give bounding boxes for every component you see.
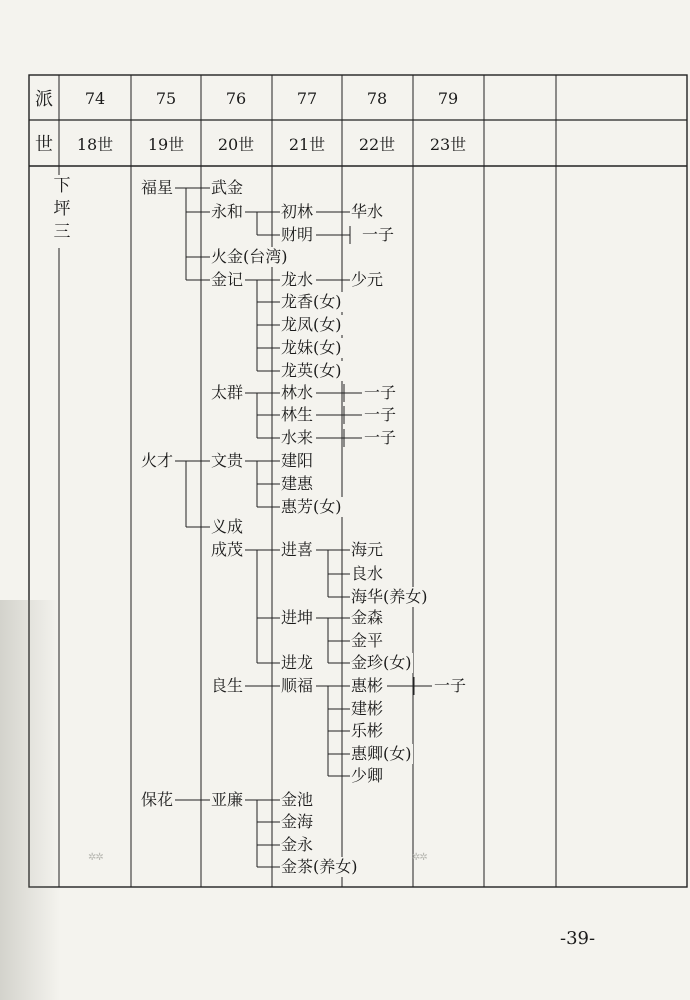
person-jinsen: 金森: [351, 608, 384, 627]
person-jinyong: 金永: [281, 835, 314, 854]
person-huibin: 惠彬: [351, 676, 384, 695]
person-yalian: 亚廉: [211, 790, 244, 809]
header-pai-label: 派: [35, 89, 53, 110]
page-number: -39-: [560, 928, 596, 949]
person-jinhai: 金海: [281, 812, 314, 831]
person-haihua: 海华(养女): [351, 587, 428, 606]
note-yizi-shuilai: 一子: [364, 428, 397, 447]
person-baohua: 保花: [141, 790, 174, 809]
branch-char-2: 坪: [53, 199, 71, 219]
person-longmei: 龙妹(女): [281, 338, 342, 357]
note-yizi-linsheng: 一子: [364, 405, 397, 424]
person-yicheng: 义成: [211, 517, 244, 536]
person-jianyang: 建阳: [281, 451, 314, 470]
person-huiqing: 惠卿(女): [351, 744, 412, 763]
person-caiming: 财明: [281, 225, 314, 244]
note-yizi-huibin: 一子: [434, 676, 467, 695]
person-fuxing: 福星: [141, 178, 174, 197]
header-pai-78: 78: [366, 88, 388, 108]
scan-speck-1: ✲✲: [88, 852, 103, 863]
header-shi-empty-2: [586, 130, 656, 156]
person-jinzhen: 金珍(女): [351, 653, 412, 672]
person-jianhui: 建惠: [281, 474, 314, 493]
person-huashui: 华水: [351, 202, 384, 221]
header-pai-74: 74: [84, 88, 106, 108]
person-longying: 龙英(女): [281, 361, 342, 380]
person-jinchi: 金池: [281, 790, 314, 809]
header-shi-19: 19世: [147, 134, 185, 154]
person-chengmao: 成茂: [211, 540, 244, 559]
person-wengui: 文贵: [211, 451, 244, 470]
person-yonghe: 永和: [211, 202, 244, 221]
header-pai-77: 77: [296, 88, 318, 108]
person-shuilai: 水来: [281, 428, 314, 447]
branch-label: [50, 175, 74, 244]
header-pai-76: 76: [225, 88, 247, 108]
header-shi-20: 20世: [217, 134, 255, 154]
header-shi-21: 21世: [288, 134, 326, 154]
person-liangsheng: 良生: [211, 676, 244, 695]
scan-edge-shadow: [0, 600, 60, 1000]
person-liangshui: 良水: [351, 564, 384, 583]
person-haiyuan: 海元: [351, 540, 384, 559]
person-huojin: 火金(台湾): [211, 247, 288, 266]
person-longxiang: 龙香(女): [281, 292, 342, 311]
header-shi-23: 23世: [429, 134, 467, 154]
person-jinlong: 进龙: [281, 653, 314, 672]
person-jincha: 金茶(养女): [281, 857, 358, 876]
person-shaoyuan: 少元: [351, 270, 384, 289]
person-shaoqing: 少卿: [351, 766, 384, 785]
person-longshui: 龙水: [281, 270, 314, 289]
scan-speck-2: ✲✲: [412, 852, 427, 863]
person-jianbin: 建彬: [351, 699, 384, 718]
header-shi-18: 18世: [76, 134, 114, 154]
person-chulin: 初林: [281, 202, 314, 221]
person-shunfu: 顺福: [281, 676, 314, 695]
note-yizi-linshui: 一子: [364, 383, 397, 402]
header-shi-22: 22世: [358, 134, 396, 154]
person-jinxi: 进喜: [281, 540, 314, 559]
branch-char-3: 三: [53, 222, 71, 242]
person-linshui: 林水: [281, 383, 314, 402]
person-longfeng: 龙凤(女): [281, 315, 342, 334]
person-huifang: 惠芳(女): [281, 497, 342, 516]
person-jinping: 金平: [351, 631, 384, 650]
person-linsheng: 林生: [281, 405, 314, 424]
branch-char-1: 下: [53, 176, 71, 196]
header-pai-79: 79: [437, 88, 459, 108]
header-shi-label: 世: [35, 134, 53, 155]
person-wujin: 武金: [211, 178, 244, 197]
person-lebin: 乐彬: [351, 721, 384, 740]
person-jinji: 金记: [211, 270, 244, 289]
header-pai-empty-2: [586, 85, 656, 111]
person-jinkun: 进坤: [281, 608, 314, 627]
header-pai-75: 75: [155, 88, 177, 108]
person-huocai: 火才: [141, 451, 174, 470]
note-yizi-caiming: 一子: [362, 225, 395, 244]
header-pai-empty-1: [485, 85, 555, 111]
person-taiqun: 太群: [211, 383, 244, 402]
header-shi-empty-1: [485, 130, 555, 156]
